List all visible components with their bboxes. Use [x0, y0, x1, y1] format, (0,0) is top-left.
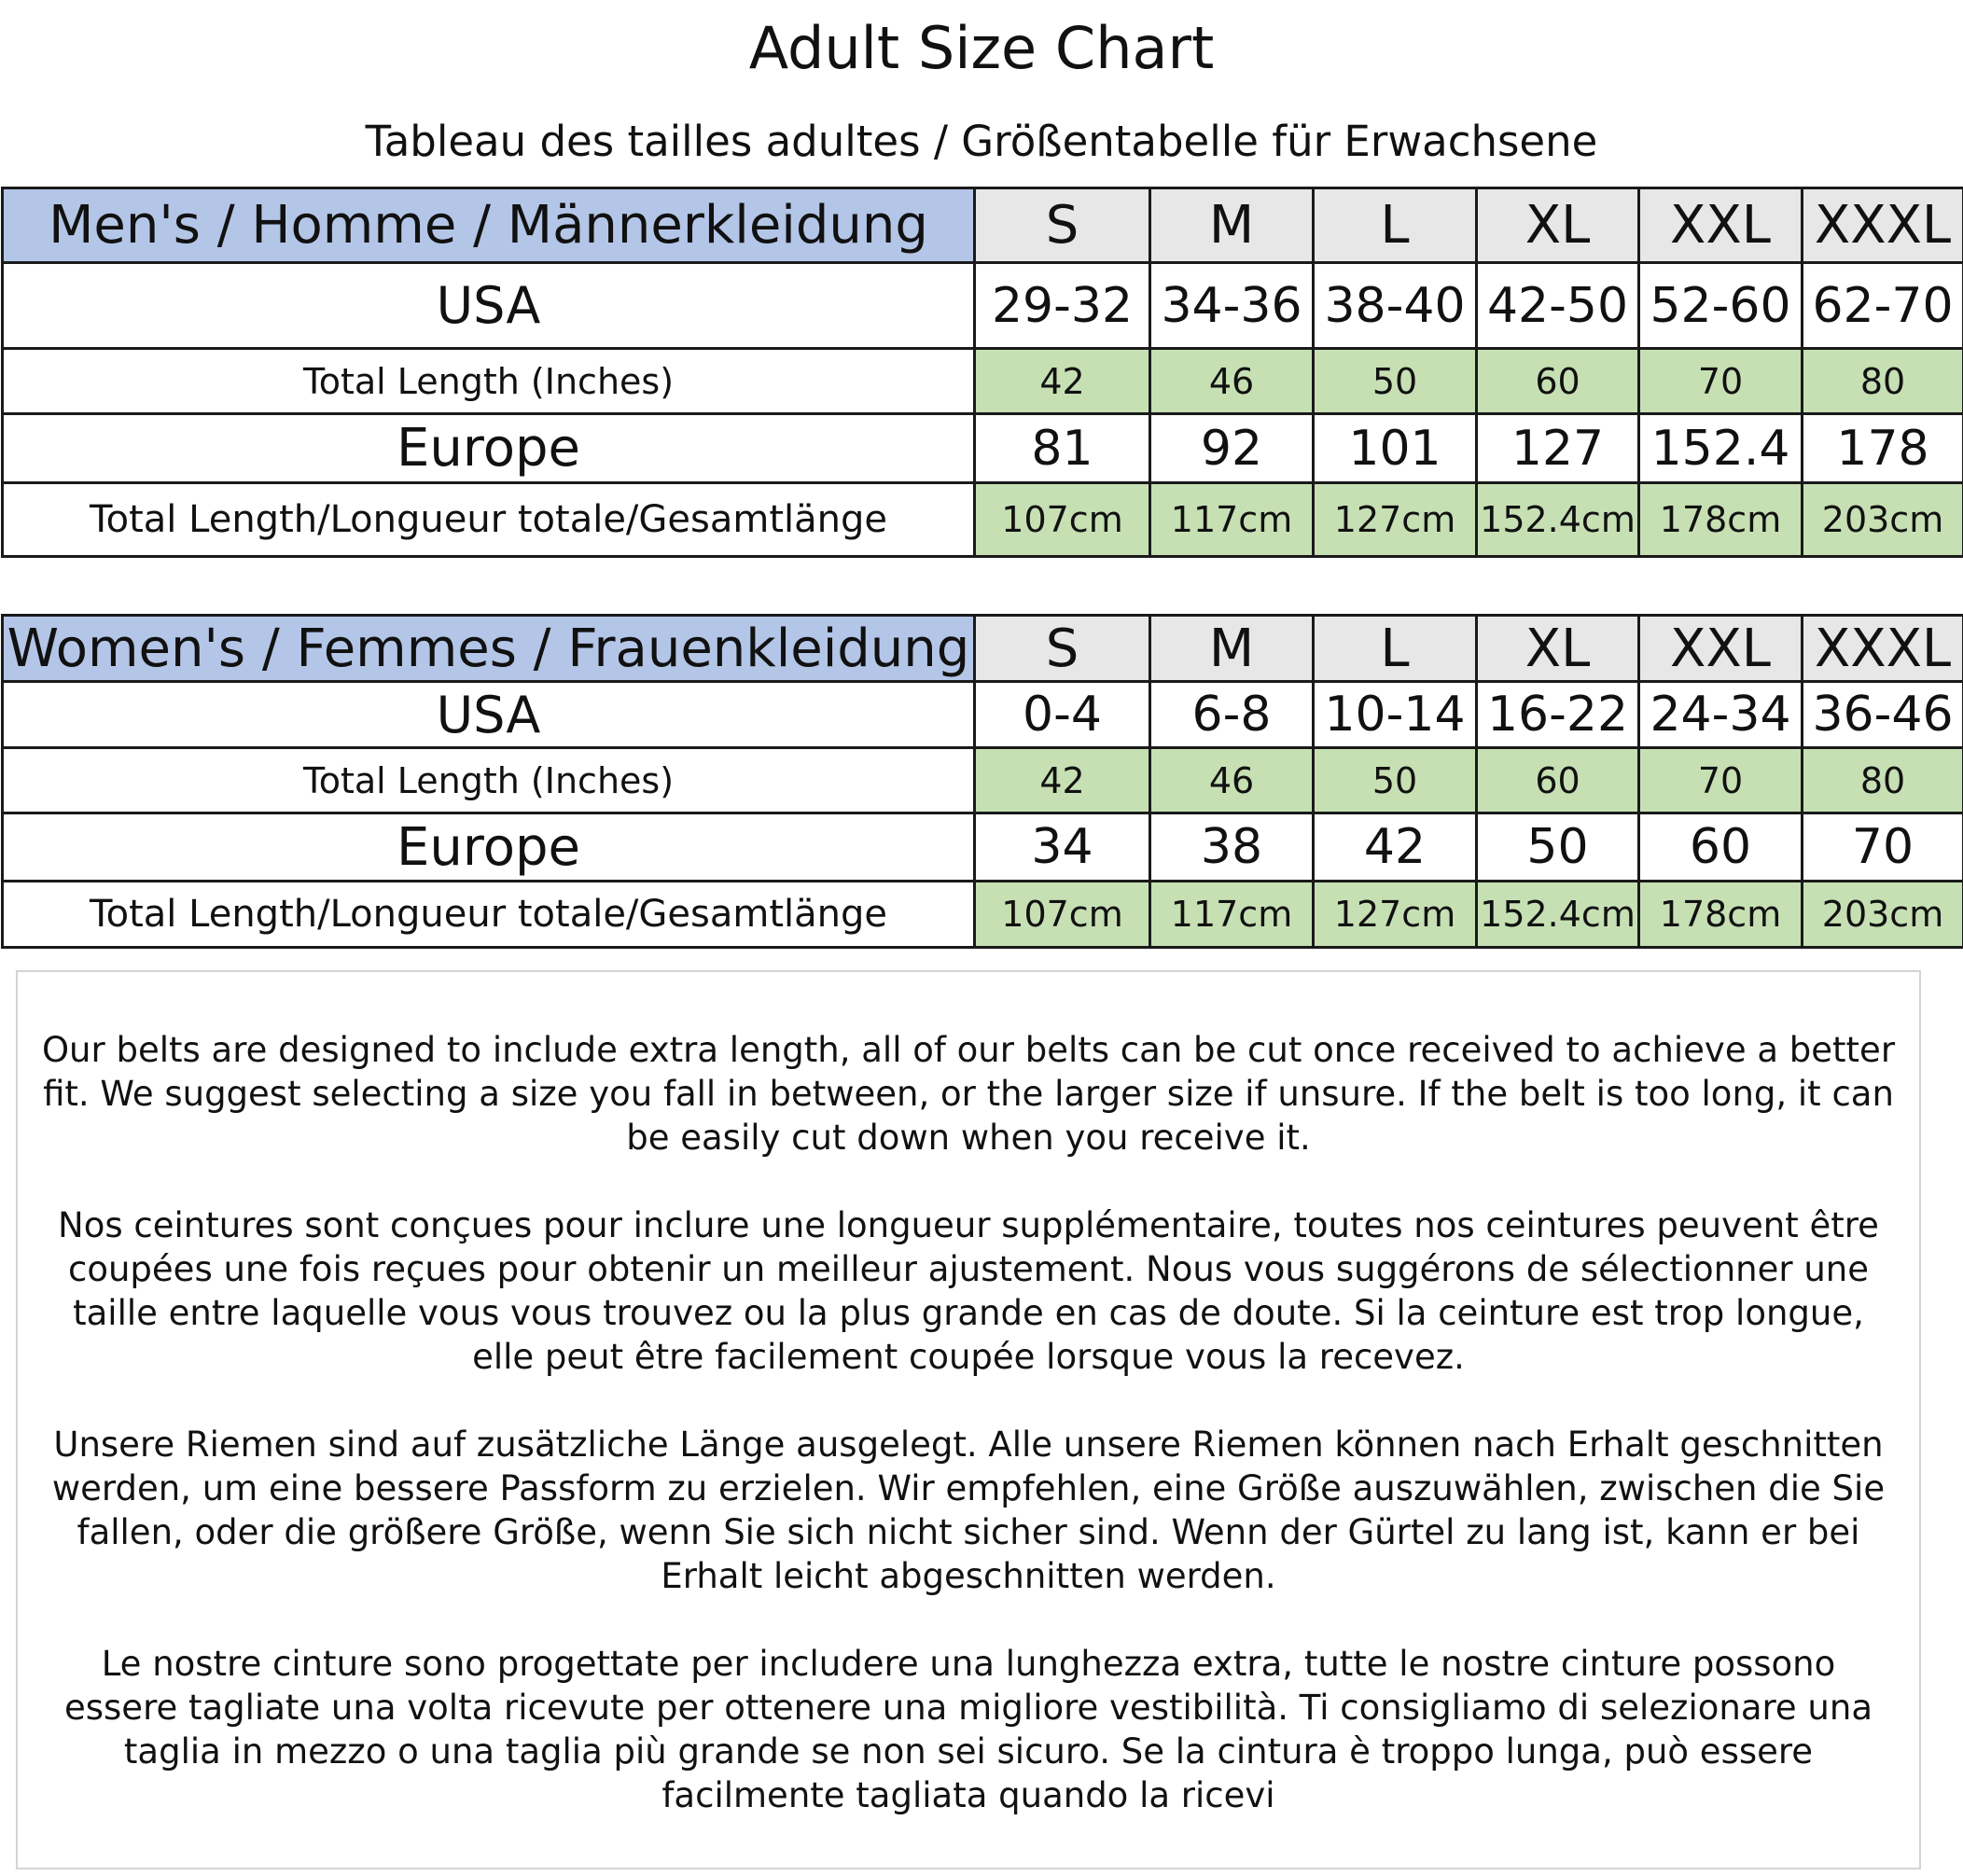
row-label: Europe [3, 813, 975, 882]
value-cell-xxl: 52-60 [1639, 263, 1803, 349]
womens-size-table [1, 614, 1963, 949]
table-header-row [3, 188, 1963, 263]
value-cell-xl: 152.4cm [1477, 882, 1639, 948]
value-cell-m: 92 [1150, 414, 1314, 483]
value-cell-s: 34 [975, 813, 1150, 882]
size-header-s: S [975, 188, 1150, 263]
value-cell-s: 107cm [975, 882, 1150, 948]
value-cell-xl: 152.4cm [1477, 483, 1639, 557]
value-cell-xxxl: 80 [1803, 748, 1963, 813]
value-cell-xxxl: 36-46 [1803, 682, 1963, 748]
value-cell-xl: 42-50 [1477, 263, 1639, 349]
value-cell-xl: 60 [1477, 748, 1639, 813]
row-label: Total Length/Longueur totale/Gesamtlänge [3, 882, 975, 948]
length-inches-row [3, 349, 1963, 414]
usa-row [3, 263, 1963, 349]
value-cell-l: 42 [1314, 813, 1477, 882]
value-cell-xxl: 70 [1639, 748, 1803, 813]
size-header-xxxl: XXXL [1803, 188, 1963, 263]
chart-title: Adult Size Chart [748, 14, 1215, 82]
note-english: Our belts are designed to include extra length, all of our belts can be cut once received to achieve a better fit. We suggest selecting a size you fall in between, or the larger size if unsure. If the belt is too long, it can be easily cut down when you receive it. [41, 1030, 1896, 1158]
value-cell-xxxl: 203cm [1803, 483, 1963, 557]
value-cell-s: 107cm [975, 483, 1150, 557]
size-header-l: L [1314, 616, 1477, 682]
value-cell-m: 6-8 [1150, 682, 1314, 748]
size-header-m: M [1150, 616, 1314, 682]
value-cell-l: 50 [1314, 748, 1477, 813]
value-cell-xxl: 178cm [1639, 882, 1803, 948]
row-label: Total Length (Inches) [3, 748, 975, 813]
value-cell-xxl: 152.4 [1639, 414, 1803, 483]
value-cell-xl: 60 [1477, 349, 1639, 414]
value-cell-m: 34-36 [1150, 263, 1314, 349]
value-cell-l: 127cm [1314, 483, 1477, 557]
value-cell-m: 38 [1150, 813, 1314, 882]
value-cell-xxxl: 203cm [1803, 882, 1963, 948]
row-label: Total Length (Inches) [3, 349, 975, 414]
note-italian: Le nostre cinture sono progettate per includere una lunghezza extra, tutte le nostre cinture possono essere tagliate una volta ricevute per ottenere una migliore vestibilità. Ti consigliamo di selezionare una taglia in mezzo o una taglia più grande se non sei sicuro. Se la cintura è troppo lunga, può essere facilmente tagliata quando la ricevi [63, 1644, 1873, 1815]
value-cell-xxxl: 178 [1803, 414, 1963, 483]
value-cell-l: 50 [1314, 349, 1477, 414]
mens-size-table [1, 187, 1963, 558]
note-german: Unsere Riemen sind auf zusätzliche Länge ausgelegt. Alle unsere Riemen können nach Erhalt geschnitten werden, um eine bessere Passform zu erzielen. Wir empfehlen, eine Größe auszuwählen, zwischen die Sie fallen, oder die größere Größe, wenn Sie sich nicht sicher sind. Wenn der Gürtel zu lang ist, kann er bei Erhalt leicht abgeschnitten werden. [51, 1424, 1886, 1596]
row-label: Total Length/Longueur totale/Gesamtlänge [3, 483, 975, 557]
value-cell-m: 117cm [1150, 483, 1314, 557]
row-label: USA [3, 263, 975, 349]
value-cell-s: 42 [975, 349, 1150, 414]
value-cell-l: 10-14 [1314, 682, 1477, 748]
europe-row [3, 414, 1963, 483]
value-cell-xxl: 60 [1639, 813, 1803, 882]
table-title-cell: Men's / Homme / Männerkleidung [3, 188, 975, 263]
chart-subtitle: Tableau des tailles adultes / Größentabelle für Erwachsene [365, 117, 1598, 166]
value-cell-s: 42 [975, 748, 1150, 813]
length-inches-row [3, 748, 1963, 813]
row-label: USA [3, 682, 975, 748]
value-cell-l: 38-40 [1314, 263, 1477, 349]
value-cell-xxxl: 62-70 [1803, 263, 1963, 349]
value-cell-xl: 16-22 [1477, 682, 1639, 748]
value-cell-m: 46 [1150, 349, 1314, 414]
value-cell-xxxl: 80 [1803, 349, 1963, 414]
size-header-s: S [975, 616, 1150, 682]
row-label: Europe [3, 414, 975, 483]
fit-notes-box [16, 970, 1921, 1869]
length-cm-row [3, 882, 1963, 948]
size-header-l: L [1314, 188, 1477, 263]
value-cell-m: 117cm [1150, 882, 1314, 948]
size-header-m: M [1150, 188, 1314, 263]
value-cell-xxxl: 70 [1803, 813, 1963, 882]
size-header-xxl: XXL [1639, 188, 1803, 263]
table-title-cell: Women's / Femmes / Frauenkleidung [3, 616, 975, 682]
value-cell-s: 0-4 [975, 682, 1150, 748]
size-header-xl: XL [1477, 188, 1639, 263]
europe-row [3, 813, 1963, 882]
value-cell-xxl: 70 [1639, 349, 1803, 414]
size-header-xxl: XXL [1639, 616, 1803, 682]
value-cell-xxl: 24-34 [1639, 682, 1803, 748]
usa-row [3, 682, 1963, 748]
value-cell-xl: 50 [1477, 813, 1639, 882]
value-cell-s: 81 [975, 414, 1150, 483]
note-french: Nos ceintures sont conçues pour inclure une longueur supplémentaire, toutes nos ceintures peuvent être coupées une fois reçues pour obtenir un meilleur ajustement. Nous vous suggérons de sélectionner une taille entre laquelle vous vous trouvez ou la plus grande en cas de doute. Si la ceinture est trop longue, elle peut être facilement coupée lorsque vous la recevez. [58, 1205, 1879, 1377]
size-header-xxxl: XXXL [1803, 616, 1963, 682]
value-cell-m: 46 [1150, 748, 1314, 813]
length-cm-row [3, 483, 1963, 557]
table-header-row [3, 616, 1963, 682]
value-cell-s: 29-32 [975, 263, 1150, 349]
size-header-xl: XL [1477, 616, 1639, 682]
value-cell-xl: 127 [1477, 414, 1639, 483]
value-cell-l: 127cm [1314, 882, 1477, 948]
value-cell-xxl: 178cm [1639, 483, 1803, 557]
value-cell-l: 101 [1314, 414, 1477, 483]
